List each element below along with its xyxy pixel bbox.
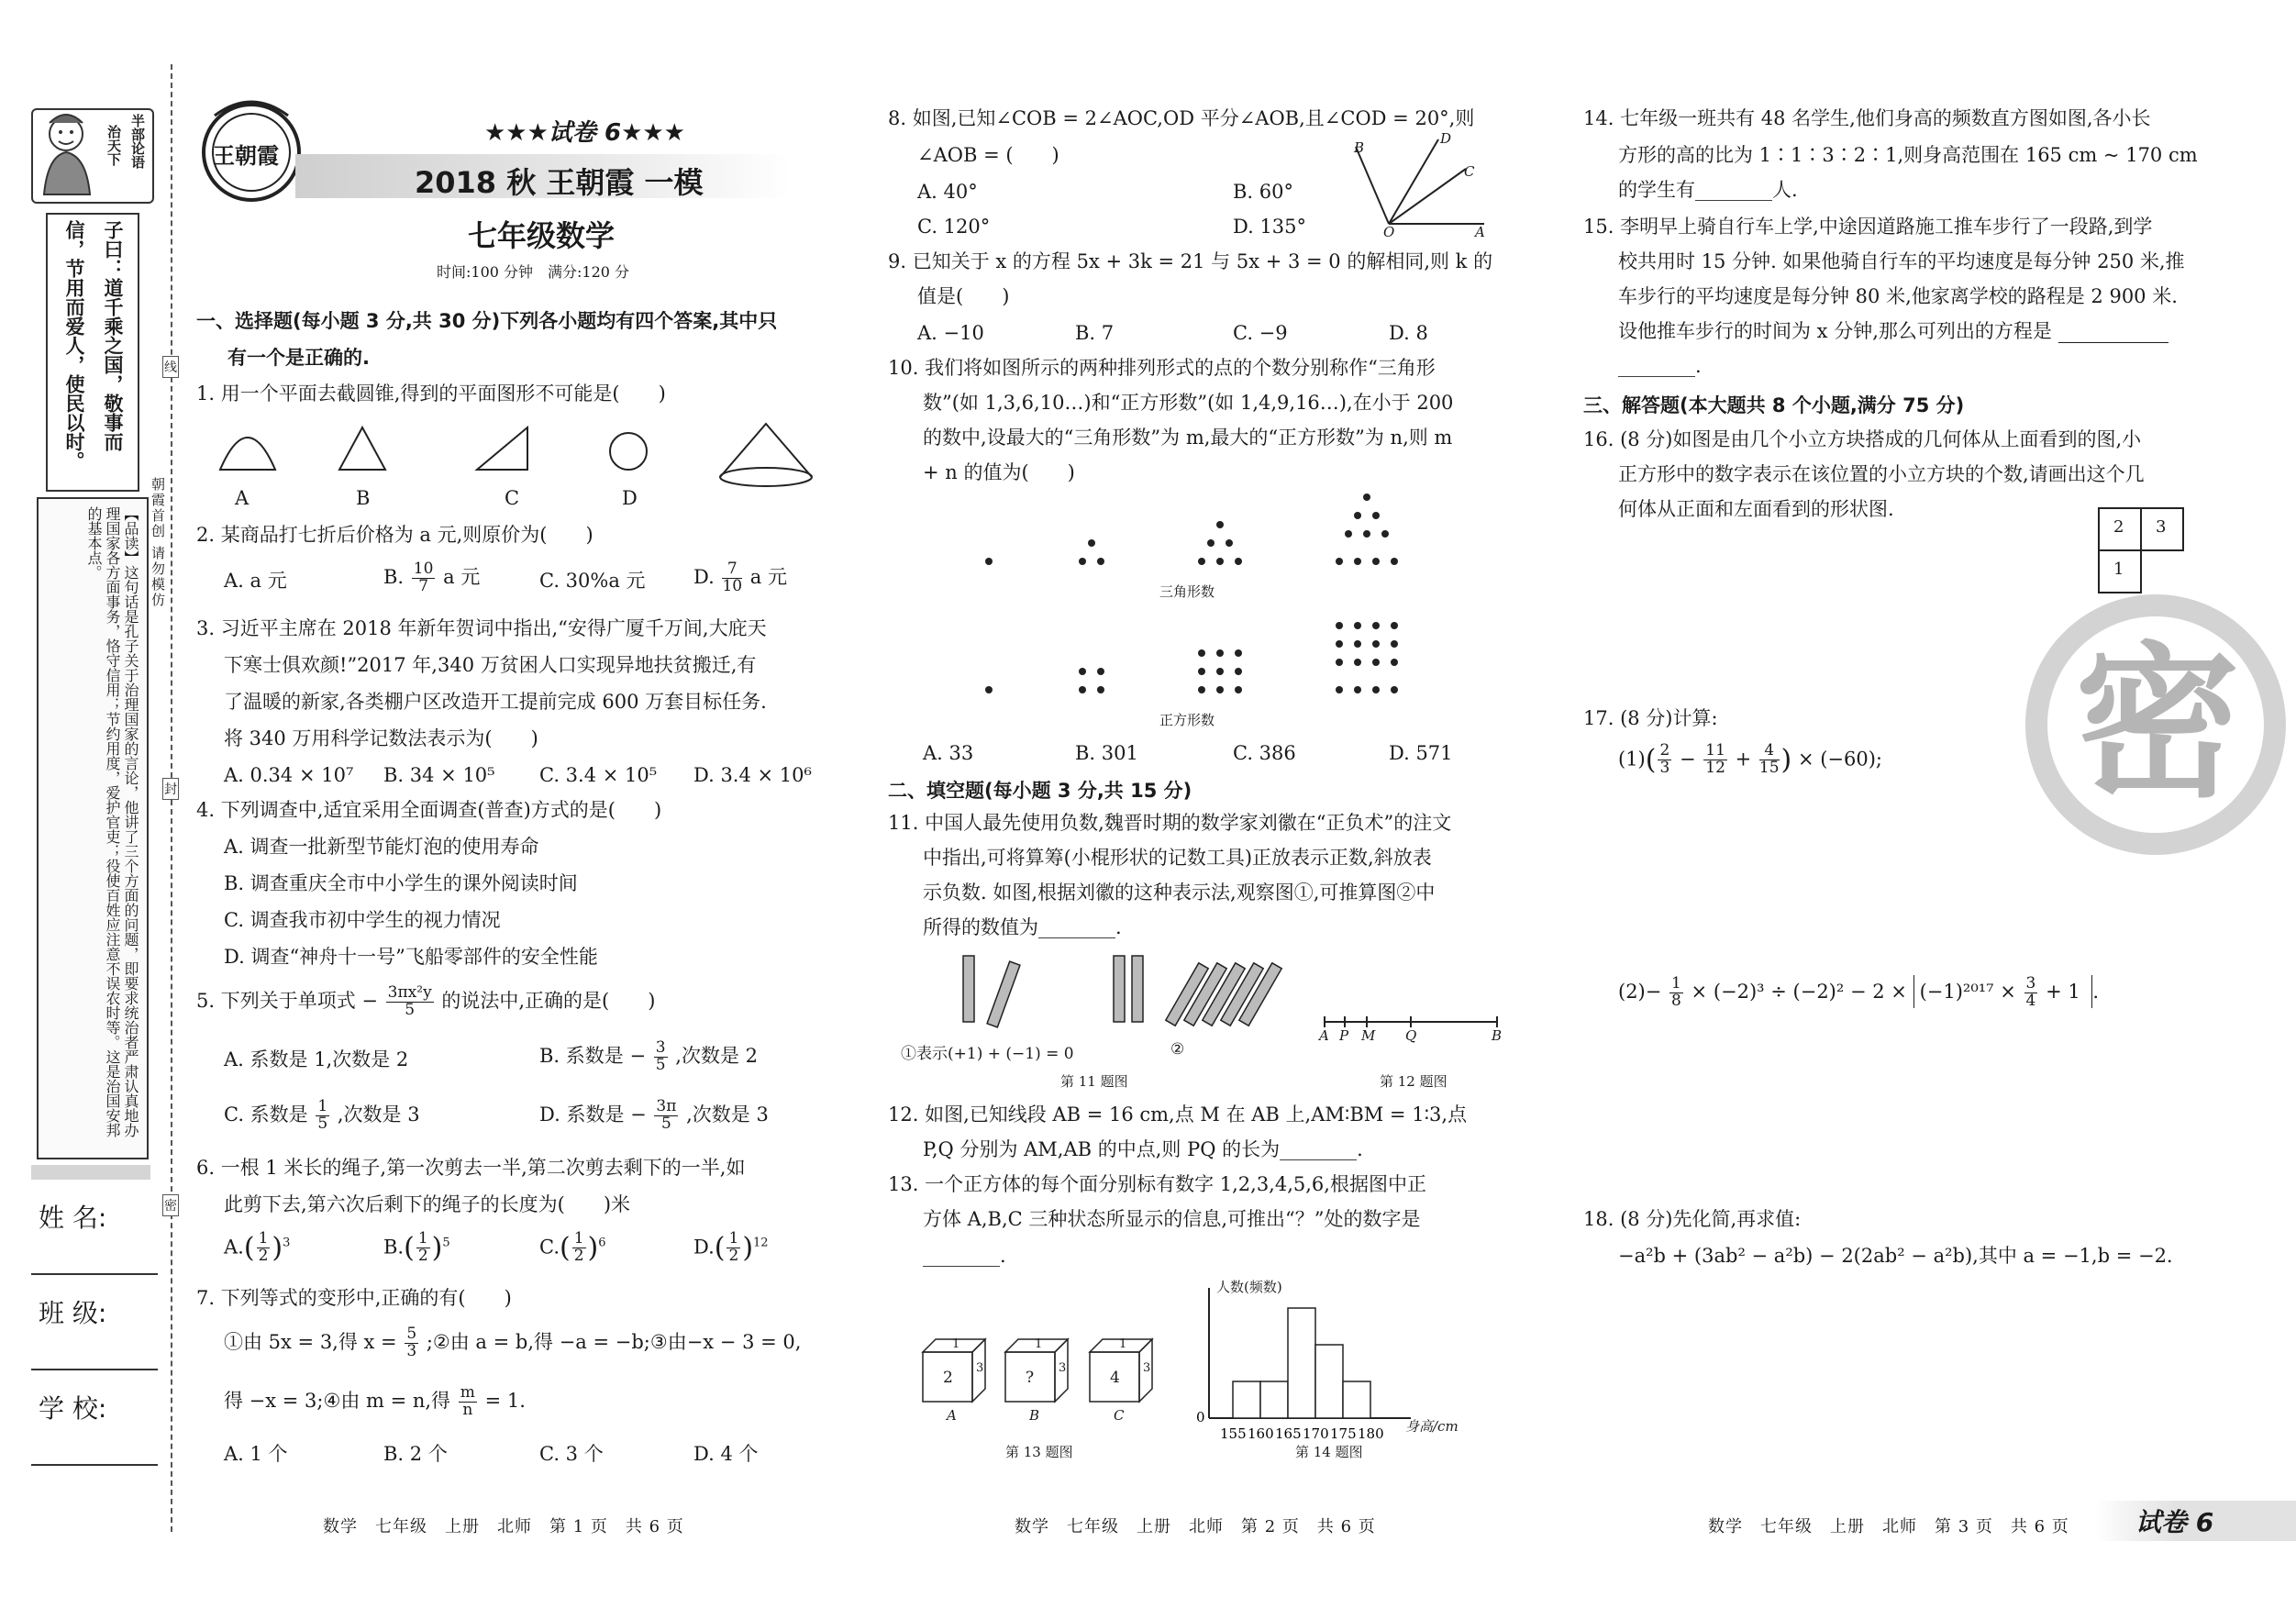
- q4-option-c: C. 调查我市初中学生的视力情况: [224, 909, 501, 931]
- watermark-char: 密: [2075, 628, 2241, 820]
- q8-label-o: O: [1383, 224, 1395, 240]
- q3-line4: 将 340 万用科学记数法表示为( ): [224, 727, 538, 749]
- q14-line3: 的学生有________人.: [1618, 179, 1798, 201]
- histogram-bar: [1233, 1381, 1260, 1418]
- q7-line3: 得 −x = 3;④由 m = n,得 $\frac{m}{n}$ = 1.: [224, 1383, 526, 1419]
- cube-a-front: 2: [943, 1369, 953, 1387]
- exam-meta: 时间:100 分钟 满分:120 分: [437, 263, 630, 281]
- q12-label-p: P: [1339, 1027, 1349, 1044]
- q12-caption: 第 12 题图: [1380, 1073, 1447, 1090]
- q11-fig1-label: ①表示(+1) + (−1) = 0: [901, 1045, 1074, 1063]
- q1-shape-a-icon: [220, 438, 275, 470]
- q7-stem: 7. 下列等式的变形中,正确的有( ): [196, 1287, 512, 1309]
- q1-label-d: D: [622, 487, 638, 509]
- q10-dot-patterns: [972, 486, 1523, 725]
- histogram-tick-label: 155: [1220, 1425, 1247, 1442]
- q17-stem: 17. (8 分)计算:: [1583, 707, 1718, 729]
- q7-option-d: D. 4 个: [693, 1443, 759, 1465]
- histogram-bar: [1343, 1381, 1370, 1418]
- q13-caption: 第 13 题图: [1005, 1444, 1073, 1460]
- q16-top-view-grid: [2097, 506, 2189, 598]
- q11-fig2-label: ②: [1170, 1040, 1185, 1059]
- cube-a-top: 1: [952, 1337, 960, 1351]
- section1-heading-line1: 一、选择题(每小题 3 分,共 30 分)下列各小题均有四个答案,其中只: [196, 310, 778, 332]
- q8-option-d: D. 135°: [1233, 216, 1307, 238]
- cube-a-side: 3: [976, 1361, 984, 1375]
- q10-tri-caption: 三角形数: [1159, 583, 1215, 600]
- q1-stem: 1. 用一个平面去截圆锥,得到的平面图形不可能是( ): [196, 383, 666, 405]
- q11-line4: 所得的数值为________.: [923, 916, 1122, 938]
- cube-c-name: C: [1114, 1407, 1125, 1424]
- q4-option-d: D. 调查“神舟十一号”飞船零部件的安全性能: [224, 946, 598, 968]
- school-field[interactable]: [31, 1464, 158, 1466]
- q8-option-c: C. 120°: [917, 216, 991, 238]
- q10-line3: 的数中,设最大的“三角形数”为 m,最大的“正方形数”为 n,则 m: [923, 427, 1453, 449]
- class-field[interactable]: [31, 1369, 158, 1370]
- q3-option-b: B. 34 × 10⁵: [383, 764, 495, 786]
- footer-page-3: 数学 七年级 上册 北师 第 3 页 共 6 页: [1708, 1517, 2069, 1536]
- sidebar-quote-col2: 信，节用而爱人，使民以时。: [63, 220, 85, 471]
- q10-line2: 数”(如 1,3,6,10…)和“正方形数”(如 1,4,9,16…),在小于 200: [923, 392, 1454, 414]
- q1-shape-e-icon: [720, 424, 812, 486]
- q9-option-b: B. 7: [1075, 322, 1115, 344]
- q1-shape-d-icon: [610, 433, 647, 470]
- q13-line2: 方体 A,B,C 三种状态所显示的信息,可推出“？”处的数字是: [923, 1208, 1421, 1230]
- section3-heading: 三、解答题(本大题共 8 个小题,满分 75 分): [1583, 394, 1965, 416]
- sidebar-pindu-text: 【品读】这句话是孔子关于治理国家的言论，他讲了三个方面的问题，即要求统治者严肃认真地办理国家各方面事务，恪守信用；节约用度，爱护官吏；役使百姓应注意不误农时等。这是治国安邦的基本点。: [85, 506, 139, 1137]
- q7-line2: ①由 5x = 3,得 x = $\frac{5}{3}$ ;②由 a = b,得 −a = −b;③由−x − 3 = 0,: [224, 1325, 802, 1360]
- q6-option-a: A.( $\frac{1}{2}$ )$^3$: [224, 1229, 291, 1266]
- name-label: 姓 名:: [39, 1203, 107, 1233]
- histogram-tick-label: 0: [1196, 1409, 1205, 1425]
- q9-line2: 值是( ): [917, 285, 1010, 307]
- cut-mark-3: 密: [162, 1194, 179, 1216]
- cube-c-front: 4: [1110, 1369, 1120, 1387]
- q8-option-b: B. 60°: [1233, 181, 1294, 203]
- q12-line2: P,Q 分别为 AM,AB 的中点,则 PQ 的长为________.: [923, 1138, 1363, 1160]
- q11-line3: 示负数. 如图,根据刘徽的这种表示法,观察图①,可推算图②中: [923, 882, 1436, 904]
- q5-option-a: A. 系数是 1,次数是 2: [224, 1048, 409, 1070]
- q3-line3: 了温暖的新家,各类棚户区改造开工提前完成 600 万套目标任务.: [224, 691, 767, 713]
- q15-line4: 设他推车步行的时间为 x 分钟,那么可列出的方程是: [1618, 319, 2168, 343]
- q14-line1: 14. 七年级一班共有 48 名学生,他们身高的频数直方图如图,各小长: [1583, 107, 2151, 129]
- q2-option-d: D. $\frac{7}{10}$ a 元: [693, 560, 787, 595]
- triangle-dots: [985, 494, 1398, 565]
- q4-stem: 4. 下列调查中,适宜采用全面调查(普查)方式的是( ): [196, 799, 662, 821]
- histogram-ylabel: 人数(频数): [1216, 1279, 1282, 1295]
- q9-line1: 9. 已知关于 x 的方程 5x + 3k = 21 与 5x + 3 = 0 的解相同,则 k 的: [888, 250, 1493, 272]
- q5-option-d: D. 系数是 − $\frac{3\pi}{5}$ ,次数是 3: [539, 1097, 769, 1133]
- sidebar-side-note: 朝霞首创 请勿模仿: [150, 477, 166, 608]
- q7-option-c: C. 3 个: [539, 1443, 604, 1465]
- q18-stem: 18. (8 分)先化简,再求值:: [1583, 1208, 1802, 1230]
- q12-label-a: A: [1319, 1027, 1329, 1044]
- q5-option-b: B. 系数是 − $\frac{3}{5}$ ,次数是 2: [539, 1038, 758, 1074]
- q5-option-c: C. 系数是 $\frac{1}{5}$ ,次数是 3: [224, 1097, 420, 1133]
- cut-mark-1: 线: [162, 356, 179, 378]
- q1-shapes: [211, 424, 853, 506]
- q10-option-a: A. 33: [923, 742, 974, 764]
- q10-line4: + n 的值为( ): [923, 461, 1075, 483]
- footer-exam-number: 试卷 6: [2135, 1507, 2214, 1537]
- q3-option-a: A. 0.34 × 10⁷: [224, 764, 354, 786]
- q1-label-c: C: [505, 487, 520, 509]
- q16-cell-2: 3: [2156, 517, 2167, 537]
- q8-label-c: C: [1464, 163, 1475, 180]
- histogram-xlabel: 身高/cm: [1405, 1418, 1459, 1435]
- q5-stem: 5. 下列关于单项式 − $\frac{\text{3πx²y}}{5}$ 的说法中,正确的是( ): [196, 983, 656, 1019]
- q6-option-b: B.( $\frac{1}{2}$ )$^5$: [383, 1229, 450, 1266]
- q1-shape-c-icon: [477, 427, 527, 470]
- q7-option-b: B. 2 个: [383, 1443, 448, 1465]
- histogram-tick-label: 160: [1248, 1425, 1274, 1442]
- sidebar-quote-col1: 子曰：道千乘之国，敬事而: [102, 220, 124, 451]
- q11-caption: 第 11 题图: [1060, 1073, 1128, 1090]
- q15-line5: ________.: [1618, 355, 1702, 377]
- q8-line2: ∠AOB = ( ): [917, 144, 1059, 166]
- cube-a-name: A: [947, 1407, 957, 1424]
- histogram-tick-label: 170: [1303, 1425, 1329, 1442]
- q16-line3: 何体从正面和左面看到的形状图.: [1618, 498, 1894, 520]
- q8-label-b: B: [1354, 139, 1365, 156]
- q3-line1: 3. 习近平主席在 2018 年新年贺词中指出,“安得广厦千万间,大庇天: [196, 617, 767, 639]
- q18-expression: −a²b + (3ab² − a²b) − 2(2ab² − a²b),其中 a = −1,b = −2.: [1618, 1245, 2173, 1267]
- footer-page-2: 数学 七年级 上册 北师 第 2 页 共 6 页: [1015, 1517, 1376, 1536]
- q2-stem: 2. 某商品打七折后价格为 a 元,则原价为( ): [196, 524, 593, 546]
- q2-option-b: B. $\frac{10}{7}$ a 元: [383, 560, 481, 595]
- q12-label-m: M: [1361, 1027, 1376, 1044]
- exam-title: 2018 秋 王朝霞 一模: [415, 165, 704, 200]
- cube-c-top: 1: [1119, 1337, 1127, 1351]
- q14-line2: 方形的高的比为 1∶1∶3∶2∶1,则身高范围在 165 cm ~ 170 cm: [1618, 144, 2198, 166]
- cube-b-front: ?: [1026, 1369, 1035, 1387]
- section2-heading: 二、填空题(每小题 3 分,共 15 分): [888, 780, 1192, 802]
- q3-line2: 下寒士俱欢颜!”2017 年,340 万贫困人口实现异地扶贫搬迁,有: [224, 654, 757, 676]
- q10-option-c: C. 386: [1233, 742, 1296, 764]
- sidebar-band: [31, 1165, 150, 1180]
- q1-label-b: B: [356, 487, 371, 509]
- exam-subject: 七年级数学: [468, 218, 616, 253]
- cube-c-side: 3: [1143, 1361, 1151, 1375]
- q12-label-b: B: [1492, 1027, 1503, 1044]
- q2-option-c: C. 30%a 元: [539, 570, 646, 592]
- section1-heading-line2: 有一个是正确的.: [227, 347, 370, 369]
- q16-line1: 16. (8 分)如图是由几个小立方块搭成的几何体从上面看到的图,小: [1583, 428, 2142, 450]
- square-dots: [985, 622, 1398, 693]
- q9-option-d: D. 8: [1389, 322, 1428, 344]
- histogram-bar: [1260, 1381, 1288, 1418]
- footer-page-1: 数学 七年级 上册 北师 第 1 页 共 6 页: [323, 1517, 684, 1536]
- name-field[interactable]: [31, 1273, 158, 1275]
- q16-cell-3: 1: [2113, 560, 2124, 579]
- q9-option-a: A. −10: [917, 322, 984, 344]
- q10-sq-caption: 正方形数: [1159, 712, 1215, 728]
- school-label: 学 校:: [39, 1393, 107, 1424]
- q17-part1: (1)( $\frac{2}{3}$ − $\frac{11}{12}$ + $\frac{4}{15}$ ) × (−60);: [1618, 741, 1883, 778]
- histogram-bar: [1288, 1308, 1315, 1418]
- q13-line1: 13. 一个正方体的每个面分别标有数字 1,2,3,4,5,6,根据图中正: [888, 1173, 1426, 1195]
- histogram-tick-label: 165: [1275, 1425, 1302, 1442]
- q1-label-a: A: [235, 487, 250, 509]
- histogram-tick-label: 180: [1358, 1425, 1384, 1442]
- q16-cell-1: 2: [2113, 517, 2124, 537]
- q8-label-d: D: [1440, 130, 1452, 147]
- q4-option-a: A. 调查一批新型节能灯泡的使用寿命: [224, 836, 539, 858]
- exam-number: ★★★试卷 6★★★: [484, 119, 685, 147]
- q3-option-d: D. 3.4 × 10⁶: [693, 764, 812, 786]
- q6-line2: 此剪下去,第六次后剩下的绳子的长度为( )米: [224, 1193, 631, 1215]
- header-emblem-brand: 王朝霞: [213, 142, 279, 169]
- q11-line2: 中指出,可将算筹(小棍形状的记数工具)正放表示正数,斜放表: [923, 847, 1432, 869]
- q13-line3: ________.: [923, 1245, 1006, 1267]
- q6-option-d: D.( $\frac{1}{2}$ )$^{12}$: [693, 1229, 769, 1266]
- q1-shape-b-icon: [339, 427, 385, 470]
- q8-line1: 8. 如图,已知∠COB = 2∠AOC,OD 平分∠AOB,且∠COD = 20°,则: [888, 107, 1475, 129]
- q17-part2: (2)− $\frac{1}{8}$ × (−2)³ ÷ (−2)² − 2 × (−1)²⁰¹⁷ × $\frac{3}{4}$ + 1 .: [1618, 974, 2100, 1010]
- q2-option-a: A. a 元: [224, 570, 287, 592]
- q8-option-a: A. 40°: [917, 181, 978, 203]
- q8-angle-figure: [1347, 128, 1503, 238]
- sidebar-logo-text-top: 半部论语: [129, 114, 146, 169]
- q15-line3: 车步行的平均速度是每分钟 80 米,他家离学校的路程是 2 900 米.: [1618, 285, 2178, 307]
- q12-label-q: Q: [1405, 1027, 1417, 1044]
- q9-option-c: C. −9: [1233, 322, 1288, 344]
- q15-line1: 15. 李明早上骑自行车上学,中途因道路施工推车步行了一段路,到学: [1583, 216, 2153, 238]
- q10-option-d: D. 571: [1389, 742, 1453, 764]
- q6-option-c: C.( $\frac{1}{2}$ )$^6$: [539, 1229, 606, 1266]
- class-label: 班 级:: [39, 1298, 107, 1328]
- cube-b-side: 3: [1059, 1361, 1067, 1375]
- q3-option-c: C. 3.4 × 10⁵: [539, 764, 658, 786]
- cut-mark-2: 封: [162, 778, 179, 800]
- q10-option-b: B. 301: [1075, 742, 1138, 764]
- q15-line2: 校共用时 15 分钟. 如果他骑自行车的平均速度是每分钟 250 米,推: [1618, 250, 2185, 272]
- q4-option-b: B. 调查重庆全市中小学生的课外阅读时间: [224, 872, 578, 894]
- q12-line1: 12. 如图,已知线段 AB = 16 cm,点 M 在 AB 上,AM∶BM = 1∶3,点: [888, 1103, 1468, 1126]
- q6-line1: 6. 一根 1 米长的绳子,第一次剪去一半,第二次剪去剩下的一半,如: [196, 1157, 746, 1179]
- sidebar-logo-text-side: 治天下: [105, 125, 122, 166]
- q8-label-a: A: [1475, 224, 1485, 240]
- cube-b-name: B: [1029, 1407, 1040, 1424]
- histogram-bar: [1315, 1345, 1343, 1418]
- cube-b-top: 1: [1035, 1337, 1043, 1351]
- q10-line1: 10. 我们将如图所示的两种排列形式的点的个数分别称作“三角形: [888, 357, 1436, 379]
- q11-counting-rods: [952, 954, 1356, 1037]
- q16-line2: 正方形中的数字表示在该位置的小立方块的个数,请画出这个几: [1618, 463, 2145, 485]
- q7-option-a: A. 1 个: [224, 1443, 288, 1465]
- q11-line1: 11. 中国人最先使用负数,魏晋时期的数学家刘徽在“正负术”的注文: [888, 812, 1452, 834]
- histogram-caption: 第 14 题图: [1295, 1444, 1363, 1460]
- histogram-tick-label: 175: [1330, 1425, 1357, 1442]
